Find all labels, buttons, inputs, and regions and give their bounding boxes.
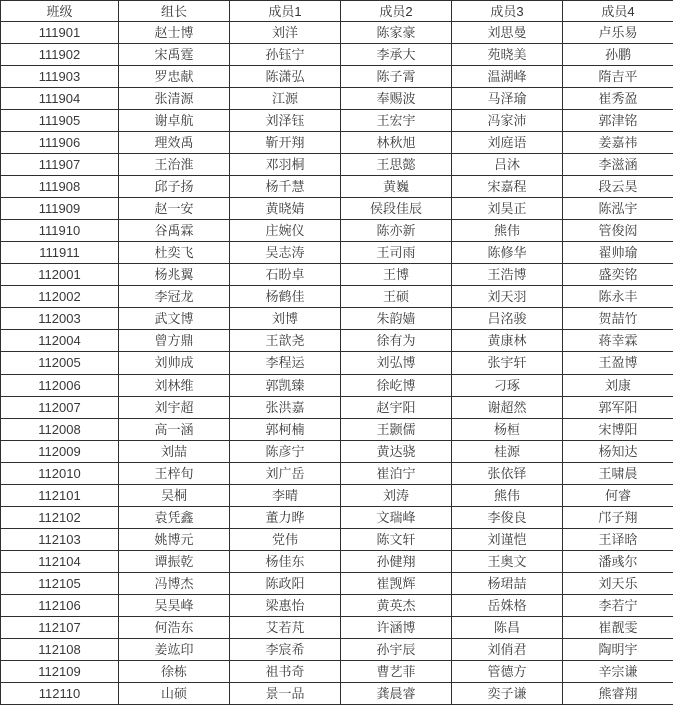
column-header: 成员2 (341, 1, 452, 22)
name-cell: 靳开翔 (230, 132, 341, 154)
name-cell: 卢乐易 (563, 22, 673, 44)
name-cell: 吴桐 (119, 484, 230, 506)
table-row (1, 220, 673, 242)
name-cell: 张依铎 (452, 462, 563, 484)
name-cell: 隋吉平 (563, 66, 673, 88)
name-cell: 陶明宇 (563, 638, 673, 660)
name-cell: 宋禹霆 (119, 44, 230, 66)
name-cell: 刘博 (230, 308, 341, 330)
name-cell: 姚博元 (119, 528, 230, 550)
name-cell: 张清源 (119, 88, 230, 110)
table-row (1, 660, 673, 682)
name-cell: 熊睿翔 (563, 682, 673, 704)
table-row (1, 374, 673, 396)
name-cell: 姜竑印 (119, 638, 230, 660)
name-cell: 黄达骁 (341, 440, 452, 462)
name-cell: 冯博杰 (119, 572, 230, 594)
class-id-cell: 111907 (1, 154, 119, 176)
name-cell: 梁惠怡 (230, 594, 341, 616)
name-cell: 王歆尧 (230, 330, 341, 352)
table-row (1, 550, 673, 572)
name-cell: 朱韵嫱 (341, 308, 452, 330)
column-header: 成员3 (452, 1, 563, 22)
name-cell: 何浩东 (119, 616, 230, 638)
table-row (1, 484, 673, 506)
name-cell: 邱子扬 (119, 176, 230, 198)
class-id-cell: 112108 (1, 638, 119, 660)
table-row (1, 66, 673, 88)
class-id-cell: 112004 (1, 330, 119, 352)
name-cell: 冯家沛 (452, 110, 563, 132)
name-cell: 熊伟 (452, 220, 563, 242)
name-cell: 李若宁 (563, 594, 673, 616)
table-row (1, 308, 673, 330)
name-cell: 文瑞峰 (341, 506, 452, 528)
name-cell: 武文博 (119, 308, 230, 330)
class-id-cell: 112001 (1, 264, 119, 286)
name-cell: 徐栋 (119, 660, 230, 682)
name-cell: 李晴 (230, 484, 341, 506)
name-cell: 龚晨睿 (341, 682, 452, 704)
class-id-cell: 112110 (1, 682, 119, 704)
table-row (1, 154, 673, 176)
name-cell: 吕洺骏 (452, 308, 563, 330)
name-cell: 谢超然 (452, 396, 563, 418)
name-cell: 王梓旬 (119, 462, 230, 484)
name-cell: 奕子谦 (452, 682, 563, 704)
name-cell: 杨佳东 (230, 550, 341, 572)
column-header: 成员4 (563, 1, 673, 22)
name-cell: 党伟 (230, 528, 341, 550)
name-cell: 刘林维 (119, 374, 230, 396)
name-cell: 王硕 (341, 286, 452, 308)
table-row (1, 198, 673, 220)
class-id-cell: 112010 (1, 462, 119, 484)
name-cell: 祖书奇 (230, 660, 341, 682)
name-cell: 李冠龙 (119, 286, 230, 308)
name-cell: 刘涛 (341, 484, 452, 506)
name-cell: 陈昌 (452, 616, 563, 638)
name-cell: 崔泊宁 (341, 462, 452, 484)
name-cell: 杨兆翼 (119, 264, 230, 286)
class-id-cell: 111903 (1, 66, 119, 88)
name-cell: 王思懿 (341, 154, 452, 176)
name-cell: 王啸晨 (563, 462, 673, 484)
table-row (1, 594, 673, 616)
class-id-cell: 112003 (1, 308, 119, 330)
name-cell: 黄巍 (341, 176, 452, 198)
table-row (1, 638, 673, 660)
table-row (1, 462, 673, 484)
name-cell: 邓羽桐 (230, 154, 341, 176)
name-cell: 陈亦新 (341, 220, 452, 242)
name-cell: 杜奕飞 (119, 242, 230, 264)
name-cell: 崔秀盈 (563, 88, 673, 110)
table-row (1, 572, 673, 594)
name-cell: 陈文轩 (341, 528, 452, 550)
table-row (1, 682, 673, 704)
class-id-cell: 111911 (1, 242, 119, 264)
name-cell: 江源 (230, 88, 341, 110)
name-cell: 黄康林 (452, 330, 563, 352)
table-row (1, 528, 673, 550)
class-id-cell: 112009 (1, 440, 119, 462)
column-header: 成员1 (230, 1, 341, 22)
name-cell: 何睿 (563, 484, 673, 506)
name-cell: 陈子霄 (341, 66, 452, 88)
name-cell: 岳姝格 (452, 594, 563, 616)
name-cell: 董力晔 (230, 506, 341, 528)
name-cell: 赵宇阳 (341, 396, 452, 418)
name-cell: 曹艺菲 (341, 660, 452, 682)
name-cell: 黄晓婧 (230, 198, 341, 220)
table-row (1, 176, 673, 198)
name-cell: 曾方鼎 (119, 330, 230, 352)
table-row (1, 616, 673, 638)
class-id-cell: 112002 (1, 286, 119, 308)
name-cell: 石盼卓 (230, 264, 341, 286)
name-cell: 刘庭语 (452, 132, 563, 154)
name-cell: 姜嘉祎 (563, 132, 673, 154)
table-row (1, 132, 673, 154)
name-cell: 许涵博 (341, 616, 452, 638)
name-cell: 王盈博 (563, 352, 673, 374)
name-cell: 陈家豪 (341, 22, 452, 44)
name-cell: 刘康 (563, 374, 673, 396)
name-cell: 马泽瑜 (452, 88, 563, 110)
class-id-cell: 112109 (1, 660, 119, 682)
name-cell: 宋嘉程 (452, 176, 563, 198)
class-id-cell: 112105 (1, 572, 119, 594)
name-cell: 王宏宇 (341, 110, 452, 132)
name-cell: 杨珺喆 (452, 572, 563, 594)
class-id-cell: 111904 (1, 88, 119, 110)
name-cell: 崔靓雯 (563, 616, 673, 638)
table-row (1, 286, 673, 308)
name-cell: 李承大 (341, 44, 452, 66)
column-header: 班级 (1, 1, 119, 22)
name-cell: 谢卓航 (119, 110, 230, 132)
name-cell: 郭凯臻 (230, 374, 341, 396)
name-cell: 张洪嘉 (230, 396, 341, 418)
header-row (1, 1, 673, 22)
name-cell: 潘彧尔 (563, 550, 673, 572)
name-cell: 王博 (341, 264, 452, 286)
name-cell: 辛宗谦 (563, 660, 673, 682)
name-cell: 高一涵 (119, 418, 230, 440)
name-cell: 刘天乐 (563, 572, 673, 594)
name-cell: 郭军阳 (563, 396, 673, 418)
name-cell: 陈泓宇 (563, 198, 673, 220)
name-cell: 谷禹霖 (119, 220, 230, 242)
name-cell: 陈永丰 (563, 286, 673, 308)
name-cell: 管俊闳 (563, 220, 673, 242)
name-cell: 盛奕铭 (563, 264, 673, 286)
name-cell: 艾若芃 (230, 616, 341, 638)
name-cell: 刘帅成 (119, 352, 230, 374)
name-cell: 刘宇超 (119, 396, 230, 418)
name-cell: 陈修华 (452, 242, 563, 264)
name-cell: 翟帅瑜 (563, 242, 673, 264)
name-cell: 吴昊峰 (119, 594, 230, 616)
name-cell: 刘广岳 (230, 462, 341, 484)
name-cell: 罗忠献 (119, 66, 230, 88)
class-id-cell: 112107 (1, 616, 119, 638)
name-cell: 吕沐 (452, 154, 563, 176)
class-id-cell: 111909 (1, 198, 119, 220)
name-cell: 陈政阳 (230, 572, 341, 594)
class-id-cell: 112104 (1, 550, 119, 572)
class-id-cell: 112005 (1, 352, 119, 374)
name-cell: 侯段佳辰 (341, 198, 452, 220)
name-cell: 刘喆 (119, 440, 230, 462)
name-cell: 孙钰宁 (230, 44, 341, 66)
name-cell: 刘俏君 (452, 638, 563, 660)
name-cell: 徐有为 (341, 330, 452, 352)
name-cell: 刘昊正 (452, 198, 563, 220)
table-body (1, 22, 673, 705)
name-cell: 景一品 (230, 682, 341, 704)
name-cell: 赵士博 (119, 22, 230, 44)
name-cell: 奉赐波 (341, 88, 452, 110)
name-cell: 李滋涵 (563, 154, 673, 176)
name-cell: 段云昊 (563, 176, 673, 198)
table-row (1, 440, 673, 462)
name-cell: 黄英杰 (341, 594, 452, 616)
name-cell: 袁凭鑫 (119, 506, 230, 528)
name-cell: 张宇轩 (452, 352, 563, 374)
class-id-cell: 112106 (1, 594, 119, 616)
name-cell: 理效禹 (119, 132, 230, 154)
class-id-cell: 112006 (1, 374, 119, 396)
name-cell: 温湖峰 (452, 66, 563, 88)
class-id-cell: 112102 (1, 506, 119, 528)
name-cell: 杨鹤佳 (230, 286, 341, 308)
name-cell: 管德方 (452, 660, 563, 682)
table-row (1, 110, 673, 132)
name-cell: 陈彦宁 (230, 440, 341, 462)
name-cell: 王司雨 (341, 242, 452, 264)
class-id-cell: 111908 (1, 176, 119, 198)
name-cell: 刘洋 (230, 22, 341, 44)
name-cell: 崔觊辉 (341, 572, 452, 594)
name-cell: 陈潇弘 (230, 66, 341, 88)
table-row (1, 44, 673, 66)
table-row (1, 22, 673, 44)
name-cell: 王译晗 (563, 528, 673, 550)
name-cell: 山硕 (119, 682, 230, 704)
name-cell: 刘谨恺 (452, 528, 563, 550)
name-cell: 刘弘博 (341, 352, 452, 374)
name-cell: 孙宇辰 (341, 638, 452, 660)
name-cell: 刘天羽 (452, 286, 563, 308)
class-id-cell: 111905 (1, 110, 119, 132)
class-id-cell: 111901 (1, 22, 119, 44)
name-cell: 徐屹博 (341, 374, 452, 396)
name-cell: 王治淮 (119, 154, 230, 176)
class-id-cell: 111906 (1, 132, 119, 154)
table-row (1, 418, 673, 440)
name-cell: 王颢儒 (341, 418, 452, 440)
name-cell: 邝子翔 (563, 506, 673, 528)
table-row (1, 396, 673, 418)
table-row (1, 506, 673, 528)
name-cell: 庄婉仪 (230, 220, 341, 242)
name-cell: 桂源 (452, 440, 563, 462)
name-cell: 杨桓 (452, 418, 563, 440)
name-cell: 苑晓美 (452, 44, 563, 66)
name-cell: 林秋旭 (341, 132, 452, 154)
name-cell: 郭柯楠 (230, 418, 341, 440)
name-cell: 谭振乾 (119, 550, 230, 572)
name-cell: 刘泽钰 (230, 110, 341, 132)
class-id-cell: 112103 (1, 528, 119, 550)
name-cell: 蒋幸霖 (563, 330, 673, 352)
table-row (1, 264, 673, 286)
class-id-cell: 111902 (1, 44, 119, 66)
name-cell: 李程运 (230, 352, 341, 374)
name-cell: 赵一安 (119, 198, 230, 220)
name-cell: 孙健翔 (341, 550, 452, 572)
table-row (1, 88, 673, 110)
name-cell: 杨千慧 (230, 176, 341, 198)
class-id-cell: 112101 (1, 484, 119, 506)
name-cell: 吴志涛 (230, 242, 341, 264)
class-id-cell: 111910 (1, 220, 119, 242)
column-header: 组长 (119, 1, 230, 22)
name-cell: 杨知达 (563, 440, 673, 462)
class-id-cell: 112008 (1, 418, 119, 440)
table-row (1, 352, 673, 374)
name-cell: 刁琢 (452, 374, 563, 396)
class-id-cell: 112007 (1, 396, 119, 418)
name-cell: 王浩博 (452, 264, 563, 286)
name-cell: 李宸希 (230, 638, 341, 660)
name-cell: 宋博阳 (563, 418, 673, 440)
name-cell: 贺喆竹 (563, 308, 673, 330)
name-cell: 郭津铭 (563, 110, 673, 132)
table-header (1, 1, 673, 22)
name-cell: 李俊良 (452, 506, 563, 528)
table-row (1, 242, 673, 264)
table-row (1, 330, 673, 352)
name-cell: 王奥文 (452, 550, 563, 572)
name-cell: 熊伟 (452, 484, 563, 506)
name-cell: 孙鹏 (563, 44, 673, 66)
name-cell: 刘思曼 (452, 22, 563, 44)
